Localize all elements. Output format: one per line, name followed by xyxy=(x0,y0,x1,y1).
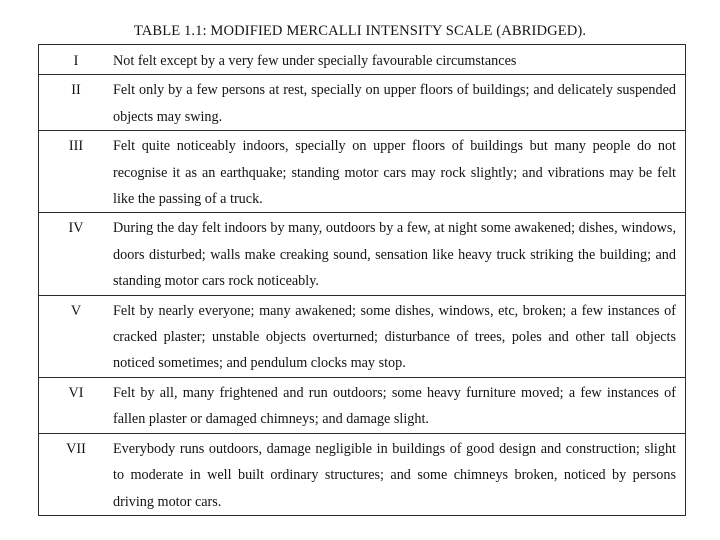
intensity-level: I xyxy=(39,45,114,75)
intensity-level: II xyxy=(39,75,114,131)
table-row-iii xyxy=(39,131,686,213)
intensity-description: Felt by nearly everyone; many awakened; some dishes, windows, etc, broken; a few instances of cracked plaster; unstable objects overturned; disturbance of trees, poles and other tall objects noticed sometimes; and pendulum clocks may stop. xyxy=(113,295,686,377)
intensity-level: VI xyxy=(39,377,114,433)
table-row-ii xyxy=(39,75,686,131)
table-row-vii xyxy=(39,433,686,515)
intensity-level: IV xyxy=(39,213,114,295)
intensity-level: III xyxy=(39,131,114,213)
intensity-level: V xyxy=(39,295,114,377)
intensity-description: Felt quite noticeably indoors, specially on upper floors of buildings but many people do not recognise it as an earthquake; standing motor cars may rock slightly; and vibrations may be felt like the passing of a truck. xyxy=(113,131,686,213)
table-title: TABLE 1.1: MODIFIED MERCALLI INTENSITY SCALE (ABRIDGED). xyxy=(133,23,587,39)
intensity-description: During the day felt indoors by many, outdoors by a few, at night some awakened; dishes, windows, doors disturbed; walls make creaking sound, sensation like heavy truck striking the building; and standing motor cars rock noticeably. xyxy=(113,213,686,295)
table-row-v xyxy=(39,295,686,377)
table-row-i xyxy=(39,45,686,75)
intensity-description: Felt by all, many frightened and run outdoors; some heavy furniture moved; a few instances of fallen plaster or damaged chimneys; and damage slight. xyxy=(113,377,686,433)
intensity-description: Felt only by a few persons at rest, specially on upper floors of buildings; and delicately suspended objects may swing. xyxy=(113,75,686,131)
mercalli-scale-table xyxy=(38,44,686,516)
intensity-level: VII xyxy=(39,433,114,515)
intensity-description: Everybody runs outdoors, damage negligible in buildings of good design and construction; slight to moderate in well built ordinary structures; and some chimneys broken, noticed by persons driving motor cars. xyxy=(113,433,686,515)
table-row-iv xyxy=(39,213,686,295)
intensity-description: Not felt except by a very few under specially favourable circumstances xyxy=(113,45,686,75)
table-row-vi xyxy=(39,377,686,433)
